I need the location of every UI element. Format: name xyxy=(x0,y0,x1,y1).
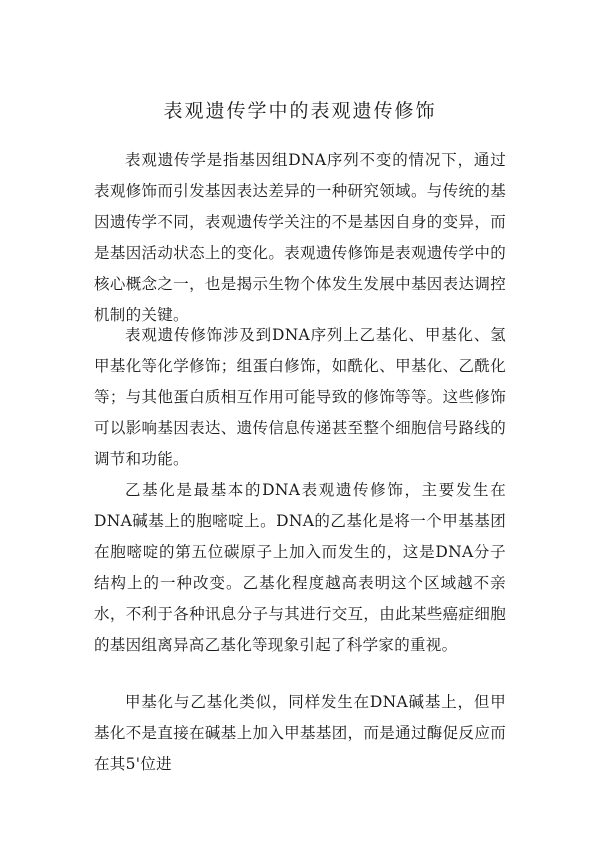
paragraph-ethylation: 乙基化是最基本的DNA表观遗传修饰，主要发生在DNA碱基上的胞嘧啶上。DNA的乙基化是将一个甲基基团在胞嘧啶的第五位碳原子上加入而发生的，这是DNA分子结构上的一种改变。乙基化程度越高表明这个区域越不亲水，不利于各种讯息分子与其进行交互，由此某些癌症细胞的基因组离异高乙基化等现象引起了科学家的重视。 xyxy=(94,481,506,654)
paragraph-modification-types: 表观遗传修饰涉及到DNA序列上乙基化、甲基化、氢甲基化等化学修饰；组蛋白修饰，如酰化、甲基化、乙酰化等；与其他蛋白质相互作用可能导致的修饰等等。这些修饰可以影响基因表达、遗传信息传递甚至整个细胞信号路线的调节和功能。 xyxy=(94,326,506,468)
paragraph-intro: 表观遗传学是指基因组DNA序列不变的情况下，通过表观修饰而引发基因表达差异的一种研究领域。与传统的基因遗传学不同，表观遗传学关注的不是基因自身的变异，而是基因活动状态上的变化。表观遗传修饰是表观遗传学中的核心概念之一，也是揭示生物个体发生发展中基因表达调控机制的关键。 xyxy=(94,151,506,324)
document-title: 表观遗传学中的表观遗传修饰 xyxy=(163,100,437,122)
paragraph-methylation: 甲基化与乙基化类似，同样发生在DNA碱基上，但甲基化不是直接在碱基上加入甲基基团，而是通过酶促反应而在其5'位进 xyxy=(94,693,506,773)
